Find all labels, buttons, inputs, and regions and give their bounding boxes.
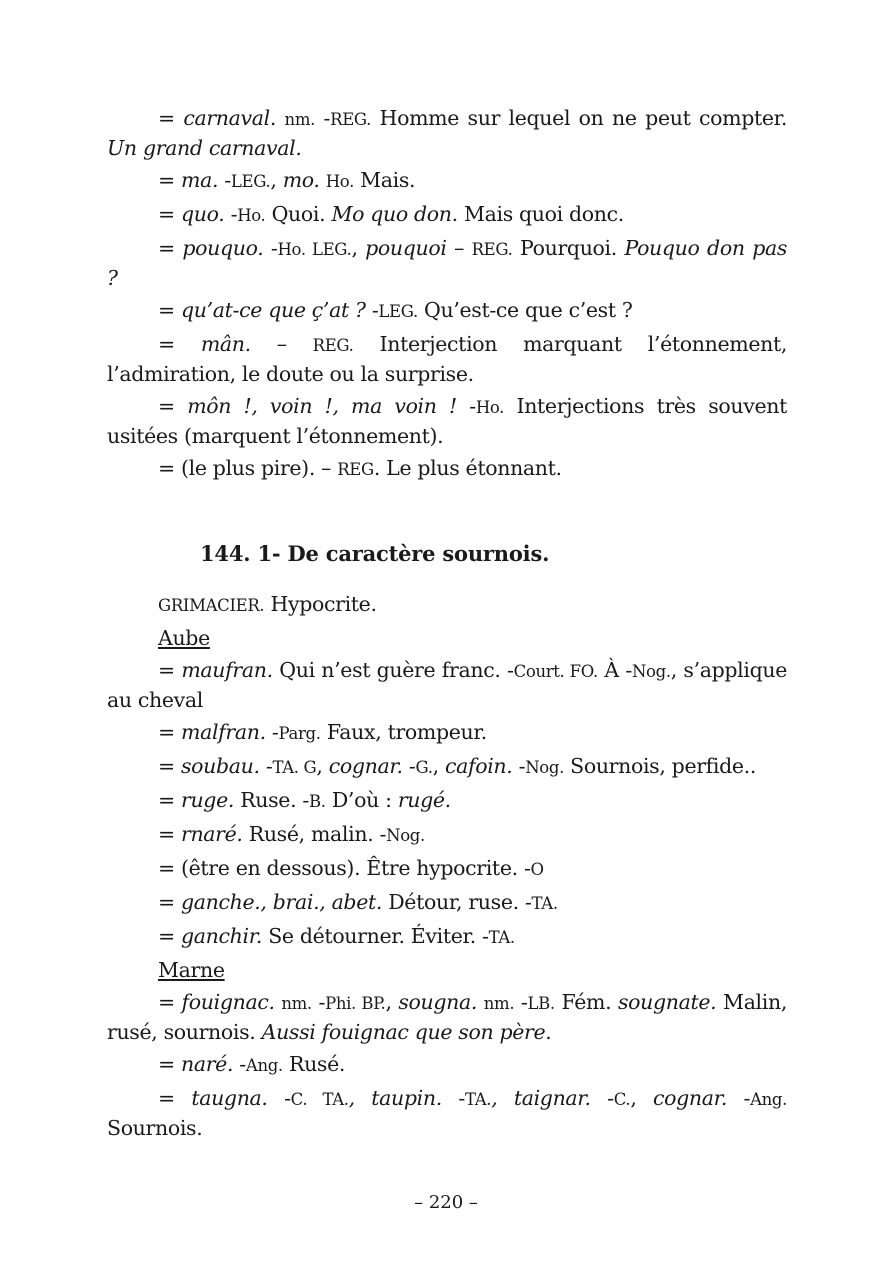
text-fragment: REG — [337, 460, 374, 479]
text-fragment: , s’applique au cheval — [107, 658, 787, 712]
text-fragment: Ang. — [245, 1056, 283, 1075]
text-fragment: = — [158, 236, 183, 260]
entry-line — [107, 454, 787, 484]
text-fragment: Rusé. — [282, 1052, 346, 1076]
text-fragment: - — [233, 1052, 246, 1076]
text-fragment: - — [265, 720, 279, 744]
text-fragment: , — [351, 236, 366, 260]
text-fragment: Interjections très souvent usitées (marquent l’étonnement). — [107, 394, 787, 448]
text-fragment: = — [158, 202, 181, 226]
text-fragment: À - — [597, 658, 632, 682]
text-fragment: , taupin. — [348, 1086, 442, 1110]
text-fragment: - — [365, 298, 379, 322]
text-fragment: , — [630, 1086, 653, 1110]
entry-line — [107, 752, 787, 782]
text-fragment: mo. — [282, 168, 320, 192]
text-fragment: cognar. — [653, 1086, 727, 1110]
text-fragment — [477, 990, 484, 1014]
entry-line — [107, 166, 787, 196]
text-fragment: = — [158, 394, 188, 418]
text-fragment: Hypocrite. — [264, 592, 377, 616]
entry-line — [107, 590, 787, 620]
text-fragment: Ho. — [475, 398, 505, 417]
text-fragment: = — [158, 106, 184, 130]
text-fragment: - — [259, 754, 273, 778]
text-fragment: ma. — [181, 168, 219, 192]
entries-block-2 — [107, 590, 787, 1142]
text-fragment: rugé. — [397, 788, 451, 812]
text-fragment: REG. — [471, 240, 513, 259]
entry-line — [107, 820, 787, 850]
text-fragment: Faux, trompeur. — [320, 720, 487, 744]
text-fragment: mân. — [200, 332, 251, 356]
text-fragment: = — [158, 1086, 192, 1110]
text-fragment: - — [727, 1086, 751, 1110]
text-fragment: , taignar. — [491, 1086, 591, 1110]
text-fragment: G. — [415, 758, 433, 777]
text-fragment: TA. — [464, 1090, 492, 1109]
text-fragment: cafoin. — [444, 754, 513, 778]
text-fragment: Mais. — [353, 168, 416, 192]
text-fragment: fouignac. — [181, 990, 275, 1014]
text-fragment: nm. — [284, 110, 316, 129]
text-fragment: = — [158, 168, 181, 192]
text-fragment: rnaré. — [181, 822, 243, 846]
text-fragment: Un grand carnaval. — [107, 136, 302, 160]
entry-line — [107, 1050, 787, 1080]
text-fragment: pouquo. — [182, 236, 264, 260]
page-number: – 220 – — [414, 1192, 478, 1213]
text-fragment: naré. — [181, 1052, 234, 1076]
text-fragment: Aussi fouignac que son père. — [261, 1020, 552, 1044]
text-fragment: ganchir. — [181, 924, 263, 948]
text-fragment: = — [158, 788, 181, 812]
text-fragment: = — [158, 720, 181, 744]
text-fragment: nm. — [281, 994, 312, 1013]
text-fragment: Homme sur lequel on ne peut compter. — [371, 106, 788, 130]
text-fragment: carnaval. — [183, 106, 277, 130]
text-fragment: Parg. — [278, 724, 321, 743]
text-fragment: LB. — [527, 994, 555, 1013]
entry-line — [107, 234, 787, 292]
text-fragment: Malin, rusé, sournois. — [107, 990, 787, 1044]
text-fragment: , — [316, 754, 329, 778]
text-fragment: TA. — [531, 894, 558, 913]
text-fragment: = (le plus pire). – — [158, 456, 338, 480]
text-fragment: Rusé, malin. - — [242, 822, 387, 846]
text-fragment: - — [267, 1086, 291, 1110]
text-fragment: soubau. — [181, 754, 260, 778]
text-fragment: taugna. — [191, 1086, 268, 1110]
text-fragment: D’où : — [325, 788, 398, 812]
text-fragment: Ang. — [750, 1090, 788, 1109]
text-fragment: ruge. — [181, 788, 235, 812]
text-fragment: O — [530, 860, 544, 879]
text-fragment: = — [158, 298, 181, 322]
text-fragment: ganche., brai., abet. — [181, 890, 383, 914]
text-fragment: Ho. — [237, 206, 266, 225]
text-fragment: maufran. — [181, 658, 273, 682]
text-fragment: Ho. — [325, 172, 354, 191]
text-fragment: C. — [613, 1090, 631, 1109]
text-fragment: - — [311, 990, 326, 1014]
text-fragment: = — [158, 1052, 181, 1076]
text-fragment: Interjection marquant l’étonnement, l’admiration, le doute ou la surprise. — [107, 332, 788, 386]
entry-line — [107, 392, 787, 450]
text-fragment: - — [441, 1086, 465, 1110]
entry-line — [107, 200, 787, 230]
entry-line — [107, 718, 787, 748]
entry-line — [107, 786, 787, 816]
text-fragment: Nog. — [386, 826, 425, 845]
text-fragment: REG. — [312, 336, 354, 355]
text-fragment: môn !, voin !, ma voin ! — [187, 394, 457, 418]
text-fragment: Court. FO. — [513, 662, 598, 681]
entry-line — [107, 104, 787, 162]
text-fragment: TA. — [488, 928, 515, 947]
entry-line — [107, 656, 787, 714]
text-fragment: - — [402, 754, 416, 778]
text-fragment: Mo quo don. — [331, 202, 458, 226]
entry-line — [107, 330, 787, 388]
text-fragment: Pouquo don pas ? — [107, 236, 788, 290]
text-fragment: Qui n’est guère franc. - — [272, 658, 514, 682]
entry-line — [107, 922, 787, 952]
text-fragment: quo. — [181, 202, 225, 226]
text-fragment: , — [385, 990, 399, 1014]
text-fragment: Ruse. - — [234, 788, 309, 812]
text-fragment: Fém. — [554, 990, 618, 1014]
text-fragment: Sournois, perfide.. — [563, 754, 757, 778]
text-fragment: C. TA. — [290, 1090, 349, 1109]
text-fragment: Se détourner. Éviter. - — [262, 924, 489, 948]
text-fragment: cognar. — [328, 754, 403, 778]
entry-line — [107, 624, 787, 652]
text-fragment: Ho. LEG. — [277, 240, 352, 259]
text-fragment: = — [158, 822, 181, 846]
text-fragment: = — [158, 990, 182, 1014]
text-fragment: = — [158, 754, 181, 778]
text-fragment: - — [456, 394, 476, 418]
text-fragment: - — [263, 236, 278, 260]
text-fragment: . Le plus étonnant. — [373, 456, 562, 480]
text-fragment: Nog. — [525, 758, 564, 777]
text-fragment: - — [512, 754, 526, 778]
entry-line — [107, 988, 787, 1046]
text-fragment: Pourquoi. — [512, 236, 625, 260]
entry-line — [107, 296, 787, 326]
text-fragment: LEG. — [378, 302, 418, 321]
text-fragment: , — [270, 168, 283, 192]
text-fragment: Mais quoi donc. — [457, 202, 624, 226]
entries-block-1 — [107, 104, 787, 484]
entry-line — [107, 956, 787, 984]
text-fragment: Quoi. — [265, 202, 332, 226]
text-fragment: - — [224, 202, 238, 226]
section-heading: 144. 1- De caractère sournois. — [200, 541, 550, 566]
text-fragment: - — [514, 990, 528, 1014]
entry-line — [107, 888, 787, 918]
entry-line — [107, 1084, 787, 1142]
text-fragment: – — [446, 236, 472, 260]
text-fragment: Marne — [158, 958, 225, 982]
text-fragment: = — [158, 924, 181, 948]
text-fragment: - — [315, 106, 331, 130]
text-fragment: B. — [309, 792, 326, 811]
text-fragment: = — [158, 332, 201, 356]
text-fragment: , — [432, 754, 445, 778]
page-body — [107, 104, 787, 1146]
text-fragment: Détour, ruse. - — [382, 890, 532, 914]
text-fragment: TA. G — [272, 758, 317, 777]
text-fragment: Aube — [158, 626, 210, 650]
text-fragment: nm. — [483, 994, 515, 1013]
text-fragment: LEG. — [230, 172, 271, 191]
text-fragment: - — [218, 168, 231, 192]
text-fragment: sougna. — [398, 990, 478, 1014]
text-fragment: REG. — [330, 110, 372, 129]
entry-line — [107, 854, 787, 884]
text-fragment: Qu’est-ce que c’est ? — [417, 298, 633, 322]
text-fragment: - — [590, 1086, 614, 1110]
text-fragment: GRIMACIER. — [158, 596, 265, 615]
text-fragment: = (être en dessous). Être hypocrite. - — [158, 856, 531, 880]
text-fragment: sougnate. — [617, 990, 717, 1014]
text-fragment: = — [158, 658, 182, 682]
text-fragment: – — [250, 332, 313, 356]
text-fragment: = — [158, 890, 181, 914]
text-fragment: Phi. BP. — [325, 994, 386, 1013]
text-fragment: Nog. — [631, 662, 671, 681]
text-fragment: qu’at-ce que ç’at ? — [181, 298, 366, 322]
text-fragment: pouquoi — [365, 236, 447, 260]
text-fragment: Sournois. — [107, 1116, 203, 1140]
text-fragment: malfran. — [181, 720, 266, 744]
text-fragment — [276, 106, 285, 130]
